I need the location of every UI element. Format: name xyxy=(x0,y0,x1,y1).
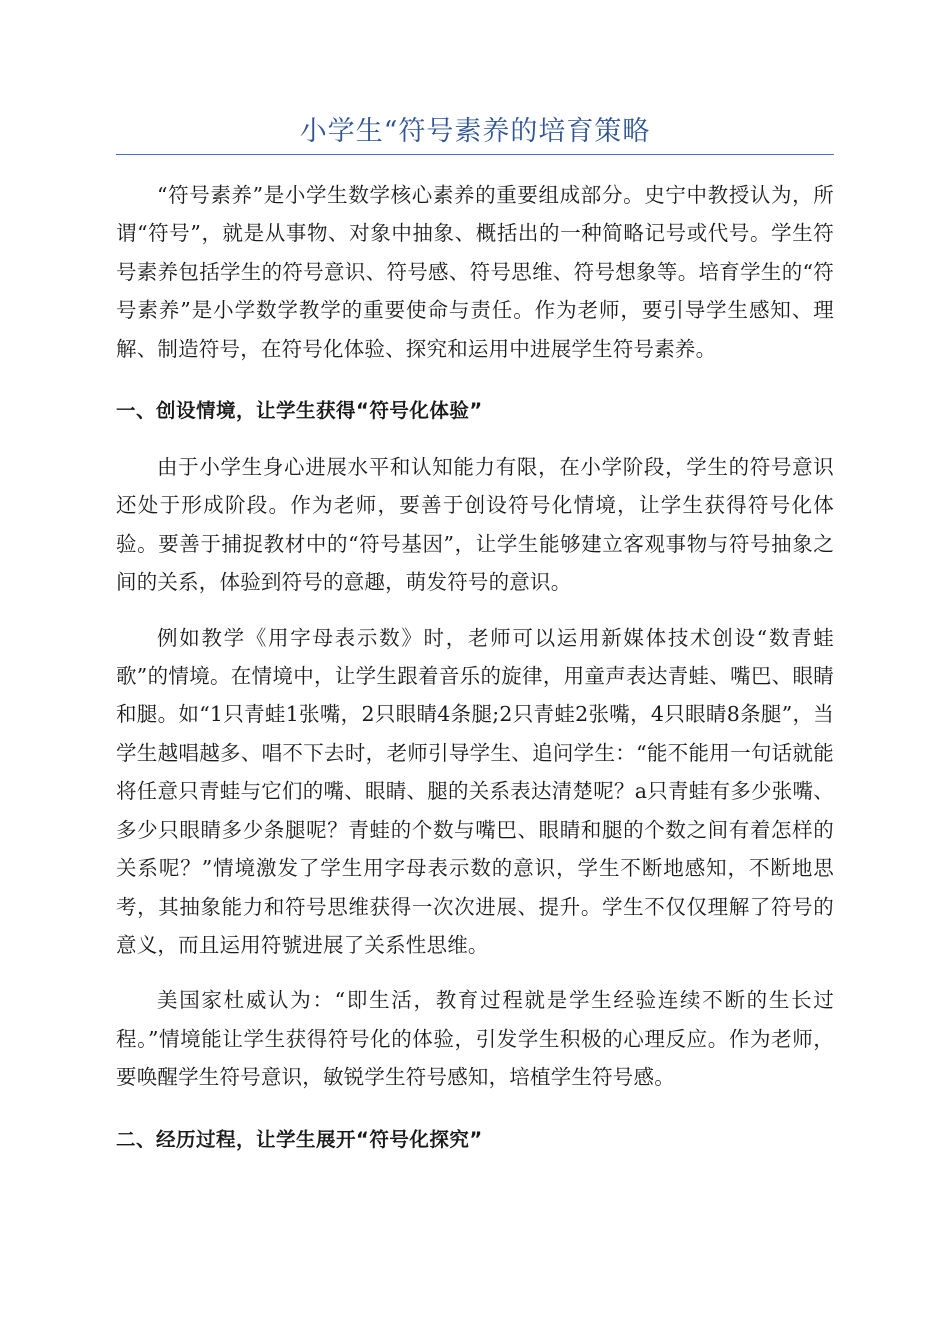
document-body xyxy=(116,176,834,1159)
document-title: 小学生“符号素养的培育策略 xyxy=(299,116,651,147)
title-underline xyxy=(116,154,834,155)
section-1-paragraph-1: 由于小学生身心进展水平和认知能力有限，在小学阶段，学生的符号意识还处于形成阶段。作为老师，要善于创设符号化情境，让学生获得符号化体验。要善于捕捉教材中的“符号基因”，让学生能够建立客观事物与符号抽象之间的关系，体验到符号的意趣，萌发符号的意识。 xyxy=(116,455,834,595)
section-1-paragraph-3: 美国家杜威认为：“即生活，教育过程就是学生经验连续不断的生长过程。”情境能让学生获得符号化的体验，引发学生积极的心理反应。作为老师，要唤醒学生符号意识，敏锐学生符号感知，培植学生符号感。 xyxy=(116,988,834,1090)
intro-paragraph: “符号素养”是小学生数学核心素养的重要组成部分。史宁中教授认为，所谓“符号”，就是从事物、对象中抽象、概括出的一种简略记号或代号。学生符号素养包括学生的符号意识、符号感、符号思维、符号想象等。培育学生的“符号素养”是小学数学教学的重要使命与责任。作为老师，要引导学生感知、理解、制造符号，在符号化体验、探究和运用中进展学生符号素养。 xyxy=(116,183,834,361)
section-1-heading: 一、创设情境，让学生获得“符号化体验” xyxy=(116,399,483,423)
section-1-paragraph-2: 例如教学《用字母表示数》时，老师可以运用新媒体技术创设“数青蛙歌”的情境。在情境中，让学生跟着音乐的旋律，用童声表达青蛙、嘴巴、眼睛和腿。如“1只青蛙1张嘴，2只眼睛4条腿;2只青蛙2张嘴，4只眼睛8条腿”，当学生越唱越多、唱不下去时，老师引导学生、追问学生：“能不能用一句话就能将任意只青蛙与它们的嘴、眼睛、腿的关系表达清楚呢？a只青蛙有多少张嘴、多少只眼睛多少条腿呢？青蛙的个数与嘴巴、眼睛和腿的个数之间有着怎样的关系呢？”情境激发了学生用字母表示数的意识，学生不断地感知，不断地思考，其抽象能力和符号思维获得一次次进展、提升。学生不仅仅理解了符号的意义，而且运用符號进展了关系性思维。 xyxy=(116,625,834,957)
section-2-heading: 二、经历过程，让学生展开“符号化探究” xyxy=(116,1127,483,1151)
